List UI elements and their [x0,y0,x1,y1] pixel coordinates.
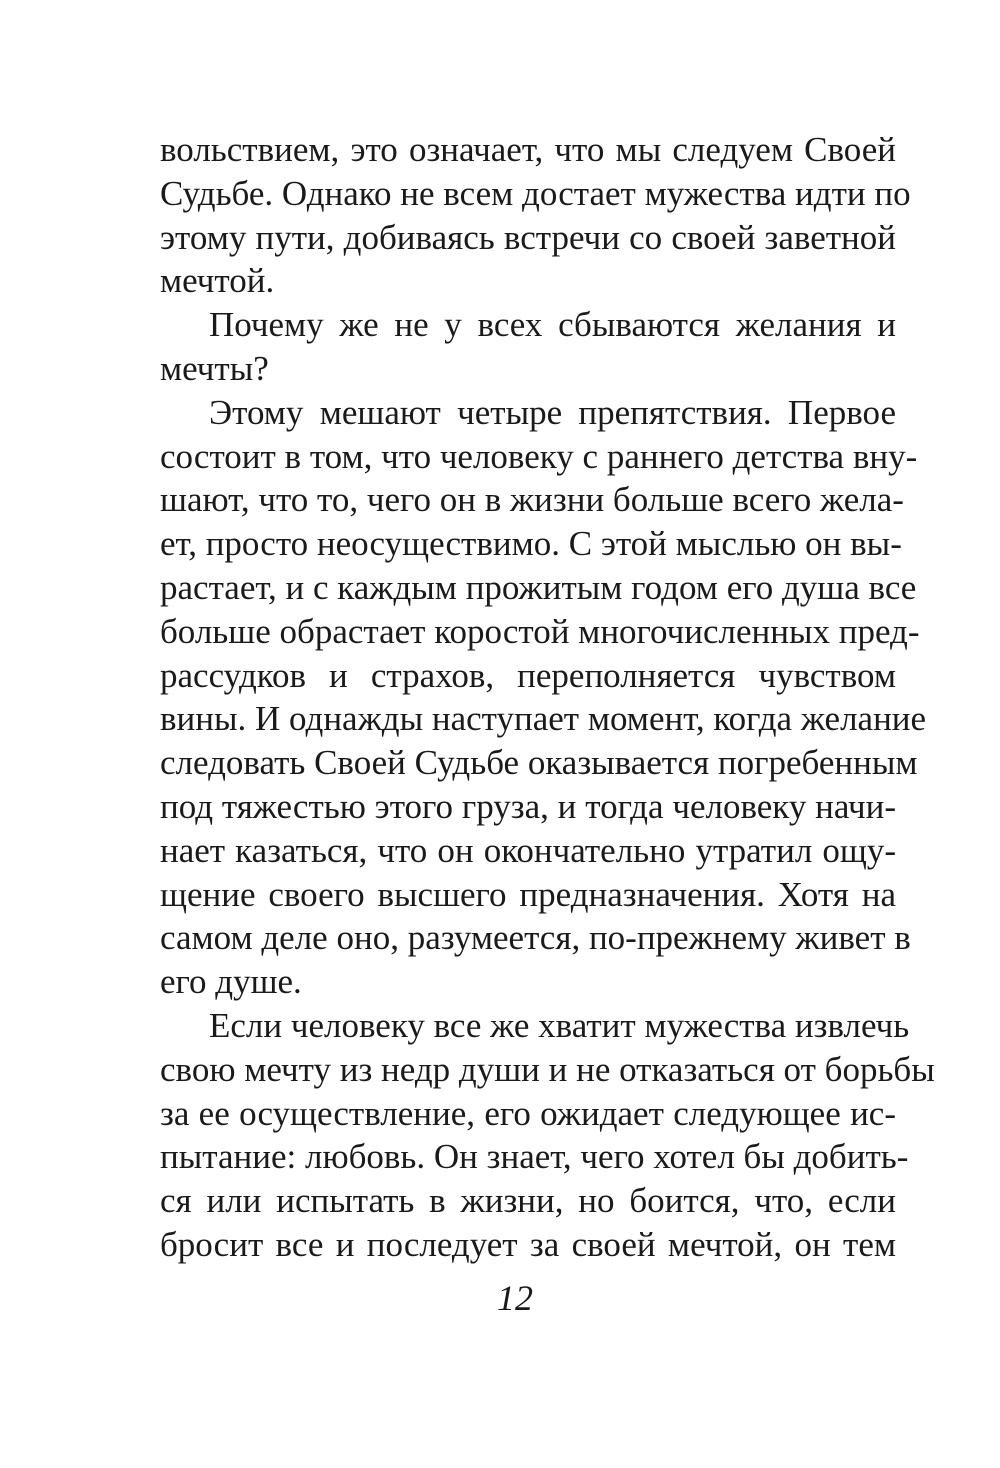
text-line: щение своего высшего предназначения. Хотя на [160,874,896,914]
text-line: за ее осуществление, его ожидает следующее ис- [160,1093,896,1133]
text-line: растает, и с каждым прожитым годом его душа все [160,567,917,607]
body-text [160,128,935,1267]
text-line: мечтой. [160,261,275,301]
text-line: этому пути, добиваясь встречи со своей заветной [160,217,896,257]
text-line: больше обрастает коростой многочисленных пред- [160,611,920,651]
text-line: шают, что то, чего он в жизни больше всего жела- [160,480,904,520]
text-line: бросит все и последует за своей мечтой, он тем [160,1224,896,1264]
text-line: Почему же не у всех сбываются желания и [209,305,896,345]
text-line: свою мечту из недр души и не отказаться от борьбы [160,1049,935,1089]
page-number: 12 [497,1278,533,1318]
text-line: самом деле оно, разумеется, по-прежнему живет в [160,918,911,958]
text-line: его душе. [160,962,302,1002]
text-line: пытание: любовь. Он знает, чего хотел бы добить- [160,1137,909,1177]
text-line: следовать Своей Судьбе оказывается погребенным [160,743,918,783]
text-line: вольствием, это означает, что мы следуем Своей [160,130,896,169]
text-line: состоит в том, что человеку с раннего детства вну- [160,436,918,476]
text-line: ет, просто неосуществимо. С этой мыслью он вы- [160,524,902,564]
text-line: мечты? [160,348,269,388]
text-line: ся или испытать в жизни, но боится, что, если [160,1181,896,1221]
text-line: Этому мешают четыре препятствия. Первое [209,392,896,432]
text-line: рассудков и страхов, переполняется чувством [160,655,896,695]
text-line: под тяжестью этого груза, и тогда человеку начи- [160,786,896,826]
text-line: вины. И однажды наступает момент, когда желание [160,699,927,739]
text-line: Если человеку все же хватит мужества извлечь [209,1005,910,1045]
text-line: Судьбе. Однако не всем достает мужества идти по [160,173,911,213]
text-line: нает казаться, что он окончательно утратил ощу- [160,830,896,870]
